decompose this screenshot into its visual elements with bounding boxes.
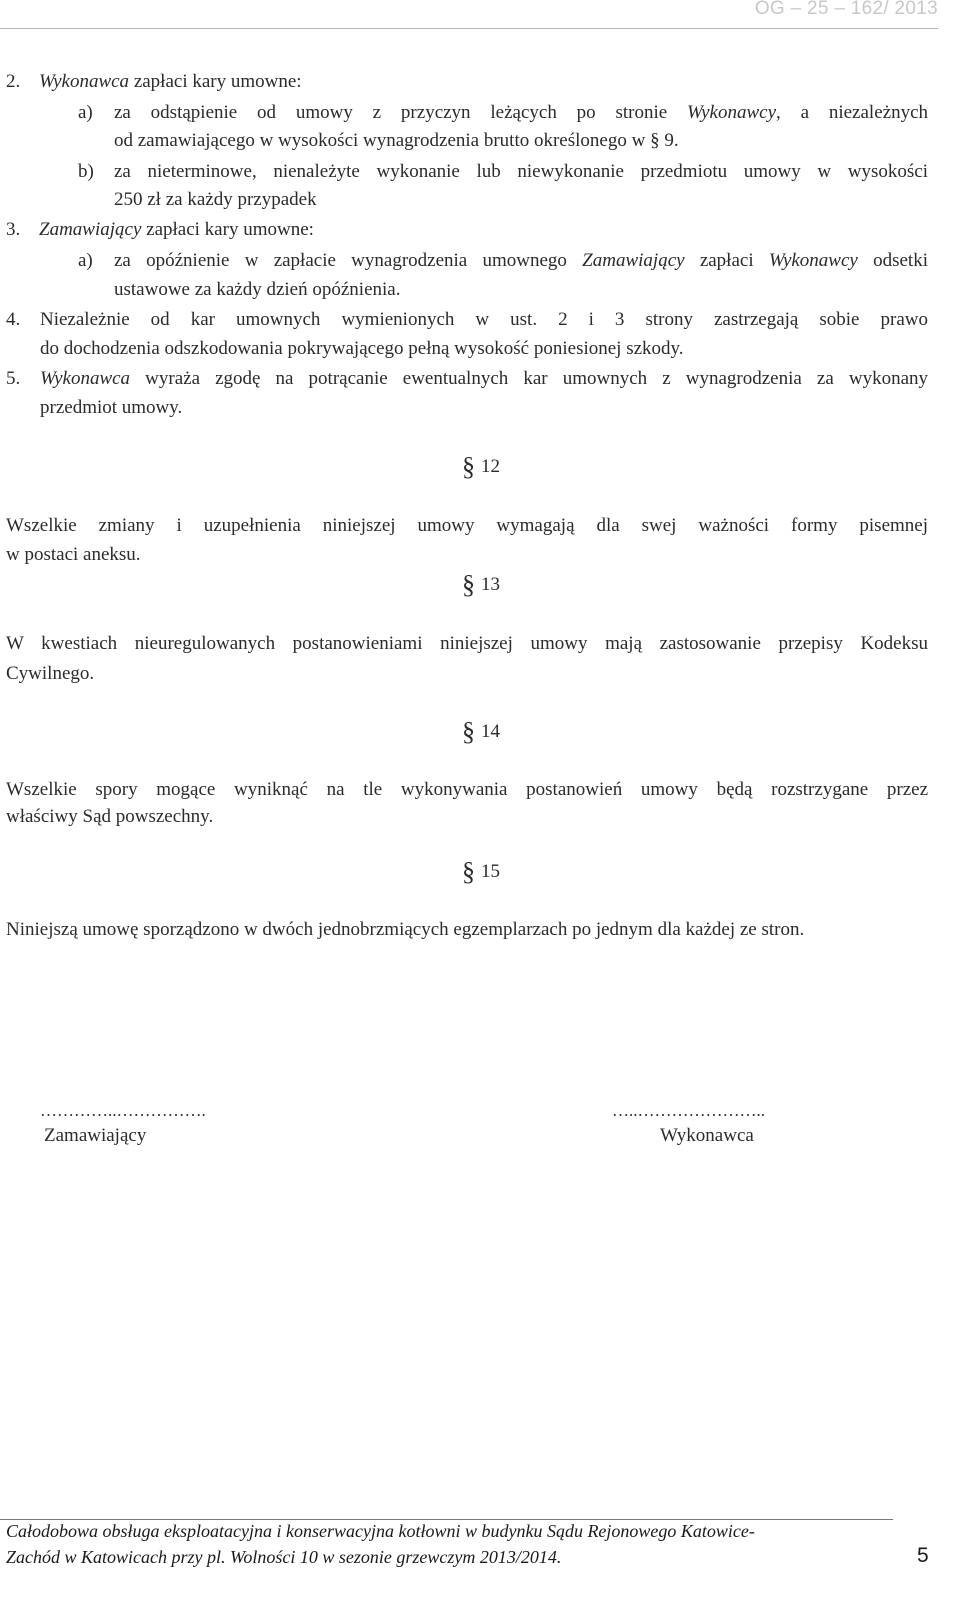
clause-3-heading bbox=[6, 218, 314, 242]
section-number: 12 bbox=[481, 456, 500, 477]
section-number: 13 bbox=[481, 574, 500, 595]
section-13-text-line2: Cywilnego. bbox=[6, 663, 95, 684]
clause-text: wyraża zgodę na potrącanie ewentualnych kar umownych z wynagrodzenia za wykonany bbox=[130, 368, 928, 389]
clause-4-line1: Niezależnie od kar umownych wymienionych w ust. 2 i 3 strony zastrzegają sobie prawo bbox=[40, 309, 928, 330]
party-name: Wykonawca bbox=[40, 368, 131, 389]
clause-2b-line2: 250 zł za każdy przypadek bbox=[114, 189, 317, 210]
clause-number: 3. bbox=[6, 219, 21, 240]
section-13-heading bbox=[462, 570, 500, 600]
party-name: Wykonawcy bbox=[687, 102, 777, 123]
clause-5-line2: przedmiot umowy. bbox=[40, 397, 183, 418]
section-12-heading bbox=[462, 452, 500, 482]
document-id: OG – 25 – 162/ 2013 bbox=[754, 0, 938, 19]
section-sign: § bbox=[462, 857, 475, 886]
signature-label-right: Wykonawca bbox=[660, 1125, 754, 1146]
section-14-text-line2: właściwy Sąd powszechny. bbox=[6, 806, 214, 827]
clause-text: odsetki bbox=[857, 250, 928, 271]
section-15-heading bbox=[462, 857, 500, 887]
clause-3a-line1 bbox=[114, 249, 928, 273]
section-number: 14 bbox=[481, 721, 500, 742]
clause-5-number: 5. bbox=[6, 368, 21, 389]
signature-line-right: …..………………….. bbox=[612, 1101, 765, 1120]
section-sign: § bbox=[462, 452, 475, 481]
clause-2-heading bbox=[6, 70, 302, 94]
clause-text: zapłaci kary umowne: bbox=[129, 71, 302, 92]
footer-title-line1: Całodobowa obsługa eksploatacyjna i konserwacyjna kotłowni w budynku Sądu Rejonowego Katowice- bbox=[6, 1521, 755, 1541]
section-12-text-line2: w postaci aneksu. bbox=[6, 544, 141, 565]
clause-text: zapłaci kary umowne: bbox=[141, 219, 314, 240]
section-number: 15 bbox=[481, 861, 500, 882]
clause-number: 2. bbox=[6, 71, 21, 92]
clause-text: zapłaci bbox=[684, 250, 769, 271]
clause-2a-line1 bbox=[114, 101, 928, 125]
section-14-heading bbox=[462, 717, 500, 747]
clause-text: za odstąpienie od umowy z przyczyn leżących po stronie bbox=[114, 102, 688, 123]
section-15-text-line1: Niniejszą umowę sporządzono w dwóch jednobrzmiących egzemplarzach po jednym dla każdej ze stron. bbox=[6, 919, 805, 940]
page-number: 5 bbox=[917, 1544, 929, 1567]
section-14-text-line1: Wszelkie spory mogące wyniknąć na tle wykonywania postanowień umowy będą rozstrzygane przez bbox=[6, 779, 928, 800]
clause-3a-label: a) bbox=[78, 250, 93, 271]
clause-4-line2: do dochodzenia odszkodowania pokrywającego pełną wysokość poniesionej szkody. bbox=[40, 338, 684, 359]
clause-2a-line2: od zamawiającego w wysokości wynagrodzenia brutto określonego w § 9. bbox=[114, 130, 679, 151]
clause-5-line1 bbox=[40, 367, 928, 391]
footer-title-line2: Zachód w Katowicach przy pl. Wolności 10 w sezonie grzewczym 2013/2014. bbox=[6, 1547, 562, 1567]
party-name: Zamawiający bbox=[582, 250, 685, 271]
party-name: Wykonawca bbox=[39, 71, 130, 92]
page-header bbox=[0, 0, 938, 29]
section-13-text-line1: W kwestiach nieuregulowanych postanowieniami niniejszej umowy mają zastosowanie przepisy Kodeksu bbox=[6, 633, 928, 654]
signature-label-left: Zamawiający bbox=[44, 1125, 147, 1146]
party-name: Zamawiający bbox=[39, 219, 142, 240]
party-name: Wykonawcy bbox=[768, 250, 858, 271]
clause-2a-label: a) bbox=[78, 102, 93, 123]
footer-divider bbox=[0, 1519, 893, 1520]
clause-4-number: 4. bbox=[6, 309, 21, 330]
section-12-text-line1: Wszelkie zmiany i uzupełnienia niniejszej umowy wymagają dla swej ważności formy pisemnej bbox=[6, 515, 928, 536]
clause-2b-label: b) bbox=[78, 161, 94, 182]
signature-line-left: …………..……………. bbox=[40, 1101, 206, 1120]
section-sign: § bbox=[462, 570, 475, 599]
clause-text: za opóźnienie w zapłacie wynagrodzenia umownego bbox=[114, 250, 583, 271]
clause-2b-line1: za nieterminowe, nienależyte wykonanie lub niewykonanie przedmiotu umowy w wysokości bbox=[114, 161, 928, 182]
section-sign: § bbox=[462, 717, 475, 746]
clause-text: , a niezależnych bbox=[776, 102, 928, 123]
clause-3a-line2: ustawowe za każdy dzień opóźnienia. bbox=[114, 279, 401, 300]
